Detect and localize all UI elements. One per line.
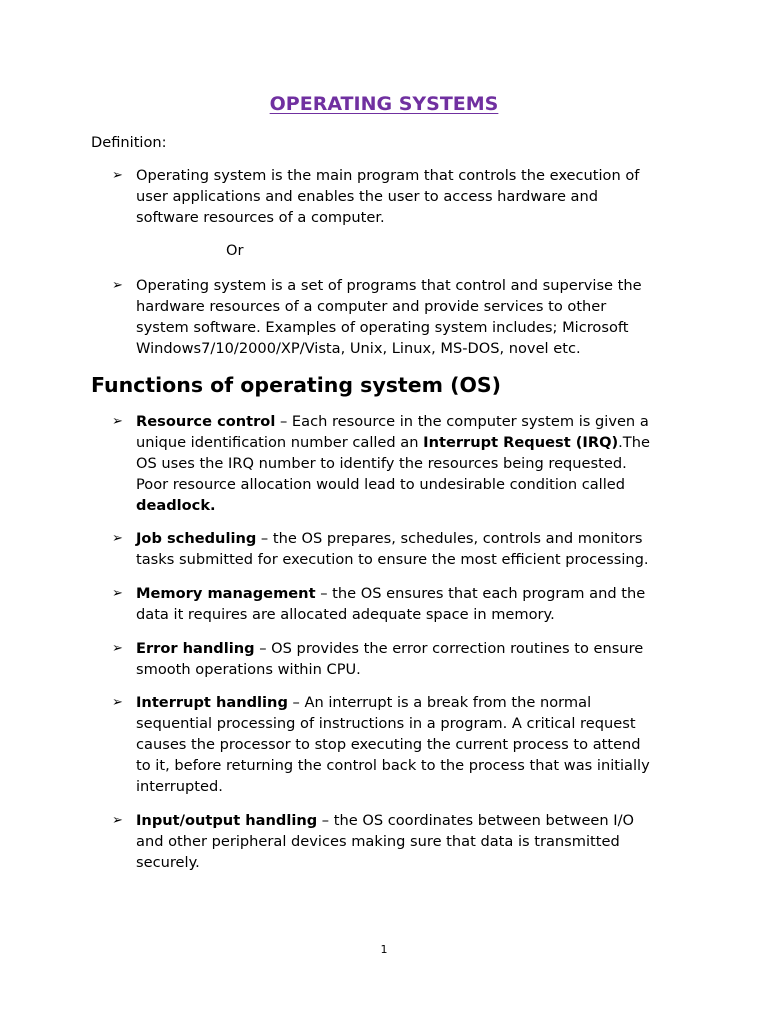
- text-segment: unique identification number called an: [136, 434, 424, 451]
- text-segment: .The: [618, 434, 650, 451]
- definition-item: [136, 165, 676, 228]
- bullet-arrow-icon: ➢: [112, 168, 123, 183]
- text-line: Operating system is the main program that controls the execution of: [136, 167, 640, 184]
- bullet-arrow-icon: ➢: [112, 813, 123, 828]
- text-line: smooth operations within CPU.: [136, 661, 361, 678]
- function-item-resource-control: [136, 411, 676, 516]
- text-line: tasks submitted for execution to ensure the most efficient processing.: [136, 551, 649, 568]
- bullet-arrow-icon: ➢: [112, 414, 123, 429]
- or-separator: Or: [226, 242, 244, 259]
- bullet-arrow-icon: ➢: [112, 586, 123, 601]
- page-number: 1: [380, 943, 388, 956]
- function-term: Memory management: [136, 585, 316, 602]
- function-term: Interrupt handling: [136, 694, 288, 711]
- bullet-arrow-icon: ➢: [112, 278, 123, 293]
- definition-label: Definition:: [91, 134, 167, 151]
- function-term: Resource control: [136, 413, 276, 430]
- function-term: Input/output handling: [136, 812, 318, 829]
- function-item-memory-management: [136, 583, 676, 625]
- text-segment: – the OS ensures that each program and the: [315, 585, 646, 602]
- text-line: securely.: [136, 854, 200, 871]
- text-line: causes the processor to stop executing the current process to attend: [136, 736, 641, 753]
- function-item-io-handling: [136, 810, 676, 873]
- text-line: system software. Examples of operating system includes; Microsoft: [136, 319, 629, 336]
- text-line: user applications and enables the user to access hardware and: [136, 188, 599, 205]
- text-line: interrupted.: [136, 778, 223, 795]
- text-line: hardware resources of a computer and provide services to other: [136, 298, 607, 315]
- function-item-job-scheduling: [136, 528, 676, 570]
- function-term: Error handling: [136, 640, 255, 657]
- page-title: OPERATING SYSTEMS: [269, 93, 499, 115]
- bullet-arrow-icon: ➢: [112, 531, 123, 546]
- text-segment: – An interrupt is a break from the normal: [287, 694, 592, 711]
- text-line: sequential processing of instructions in a program. A critical request: [136, 715, 636, 732]
- bold-term: deadlock.: [136, 497, 216, 514]
- definition-item: [136, 275, 676, 359]
- bullet-arrow-icon: ➢: [112, 695, 123, 710]
- section-heading: Functions of operating system (OS): [91, 373, 502, 397]
- text-line: to it, before returning the control back to the process that was initially: [136, 757, 650, 774]
- text-line: Poor resource allocation would lead to undesirable condition called: [136, 476, 626, 493]
- text-line: data it requires are allocated adequate space in memory.: [136, 606, 555, 623]
- function-item-interrupt-handling: [136, 692, 676, 797]
- text-line: software resources of a computer.: [136, 209, 385, 226]
- bullet-arrow-icon: ➢: [112, 641, 123, 656]
- text-segment: – the OS coordinates between between I/O: [317, 812, 635, 829]
- bold-term: Interrupt Request (IRQ): [423, 434, 619, 451]
- function-term: Job scheduling: [136, 530, 257, 547]
- function-item-error-handling: [136, 638, 676, 680]
- text-line: and other peripheral devices making sure that data is transmitted: [136, 833, 620, 850]
- text-segment: – OS provides the error correction routines to ensure: [254, 640, 644, 657]
- text-line: OS uses the IRQ number to identify the resources being requested.: [136, 455, 627, 472]
- text-segment: – the OS prepares, schedules, controls and monitors: [256, 530, 643, 547]
- text-segment: – Each resource in the computer system is given a: [275, 413, 649, 430]
- text-line: Operating system is a set of programs that control and supervise the: [136, 277, 642, 294]
- text-line: Windows7/10/2000/XP/Vista, Unix, Linux, MS-DOS, novel etc.: [136, 340, 581, 357]
